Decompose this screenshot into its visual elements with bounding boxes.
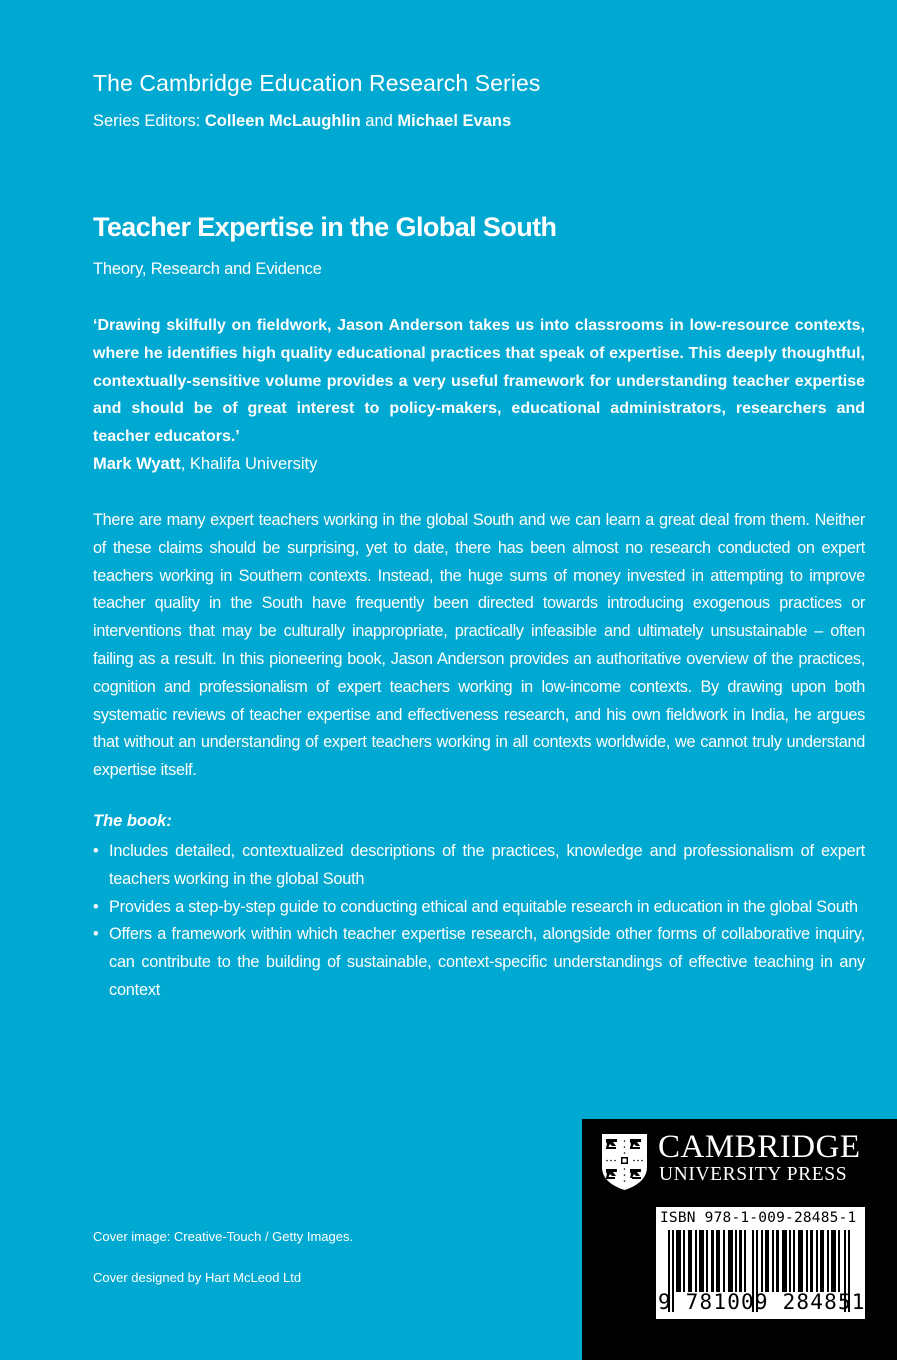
publisher-name: CAMBRIDGE — [658, 1129, 861, 1165]
book-subtitle: Theory, Research and Evidence — [93, 260, 322, 278]
series-editors — [93, 112, 511, 131]
editors-joiner: and — [360, 112, 398, 130]
list-item — [93, 894, 865, 922]
editor-name: Michael Evans — [397, 112, 512, 130]
series-title: The Cambridge Education Research Series — [93, 70, 541, 96]
features-heading: The book: — [93, 812, 172, 830]
barcode-digits: 9 781009 284851 > — [658, 1290, 894, 1314]
list-item-text: Provides a step-by-step guide to conducting ethical and equitable research in education in the global South — [109, 897, 858, 916]
cover-design-credit: Cover designed by Hart McLeod Ltd — [93, 1270, 302, 1285]
publisher-panel — [582, 1119, 897, 1360]
isbn-barcode — [656, 1207, 894, 1319]
cover-image-credit: Cover image: Creative-Touch / Getty Images. — [93, 1229, 354, 1244]
list-item — [93, 838, 865, 894]
editor-name: Colleen McLaughlin — [204, 112, 361, 130]
bullet-icon: • — [93, 925, 99, 944]
bullet-icon: • — [93, 842, 99, 860]
bullet-icon: • — [93, 897, 99, 916]
book-title: Teacher Expertise in the Global South — [93, 212, 557, 242]
list-item-text: Offers a framework within which teacher expertise research, alongside other forms of collaborative inquiry, can contribute to the building of sustainable, context-specific understandings of effective teaching in any context — [109, 925, 865, 999]
book-description: There are many expert teachers working in the global South and we can learn a great deal from them. Neither of these claims should be surprising, yet to date, there has been almost no research conducted on expert teachers working in Southern contexts. Instead, the huge sums of money invested in attempting to improve teacher quality in the South have frequently been directed towards introducing exogenous practices or interventions that may be culturally inappropriate, practically infeasible and ultimately unsustainable – often failing as a result. In this pioneering book, Jason Anderson provides an authoritative overview of the practices, cognition and professionalism of expert teachers working in low-income contexts. By drawing upon both systematic reviews of teacher expertise and effectiveness research, and his own fieldwork in India, he argues that without an understanding of expert teachers working in all contexts worldwide, we cannot truly understand expertise itself. — [93, 511, 865, 780]
series-editors-prefix: Series Editors: — [93, 112, 205, 130]
isbn-label: ISBN 978-1-009-28485-1 — [660, 1210, 857, 1226]
endorsement-quote: ‘Drawing skilfully on fieldwork, Jason Anderson takes us into classrooms in low-resource contexts, where he identifies high quality educational practices that speak of expertise. This deeply thoughtful, contextually-sensitive volume provides a very useful framework for understanding teacher expertise and should be of great interest to policy-makers, educational administrators, researchers and teacher educators.’ — [93, 317, 865, 446]
features-list — [93, 838, 865, 1005]
publisher-name-line-2: UNIVERSITY PRESS — [659, 1164, 848, 1185]
endorser-affiliation: , Khalifa University — [180, 455, 318, 473]
list-item — [93, 921, 865, 1004]
list-item-text: Includes detailed, contextualized descriptions of the practices, knowledge and professionalism of expert teachers working in the global South — [109, 842, 865, 888]
university-crest-icon — [601, 1133, 648, 1191]
endorsement-attribution — [93, 455, 317, 474]
endorser-name: Mark Wyatt — [93, 455, 181, 473]
